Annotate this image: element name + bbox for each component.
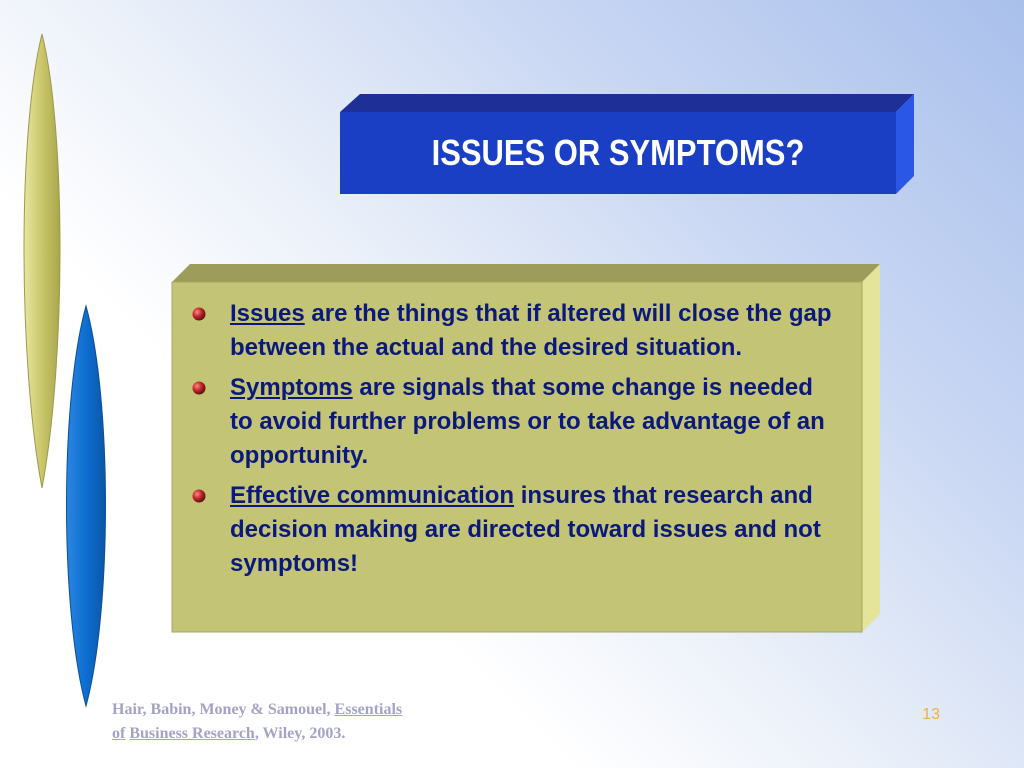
bullet-term: Effective communication xyxy=(230,482,515,509)
bullet-sphere-icon xyxy=(192,489,206,503)
footer-citation xyxy=(112,698,492,746)
bullet-text: insures that research and decision making are directed toward issues and not symptoms! xyxy=(230,482,821,577)
citation-book-title: Essentials xyxy=(334,701,403,718)
bullet-sphere-icon xyxy=(192,307,206,321)
bullet-item-effective-communication xyxy=(192,479,842,581)
citation-authors: Hair, Babin, Money & Samouel, xyxy=(112,701,335,718)
slide-number: 13 xyxy=(922,706,940,723)
slide-title: ISSUES OR SYMPTOMS? xyxy=(431,132,805,173)
citation-book-title-cont: Business Research xyxy=(129,725,255,742)
bullet-term: Symptoms xyxy=(230,374,353,401)
bullet-term: Issues xyxy=(230,300,305,327)
citation-publisher: , Wiley, 2003. xyxy=(254,725,346,742)
bullet-item-issues xyxy=(192,297,842,365)
bullet-sphere-icon xyxy=(192,381,206,395)
content-box-side xyxy=(862,264,880,632)
citation-book-title-cont: of xyxy=(112,725,126,742)
content-box-top xyxy=(172,264,880,282)
bullet-list xyxy=(192,297,842,587)
bullet-text: are the things that if altered will close the gap between the actual and the desired situation. xyxy=(230,300,832,361)
bullet-item-symptoms xyxy=(192,371,842,473)
bullet-text: are signals that some change is needed to avoid further problems or to take advantage of an opportunity. xyxy=(230,374,825,469)
